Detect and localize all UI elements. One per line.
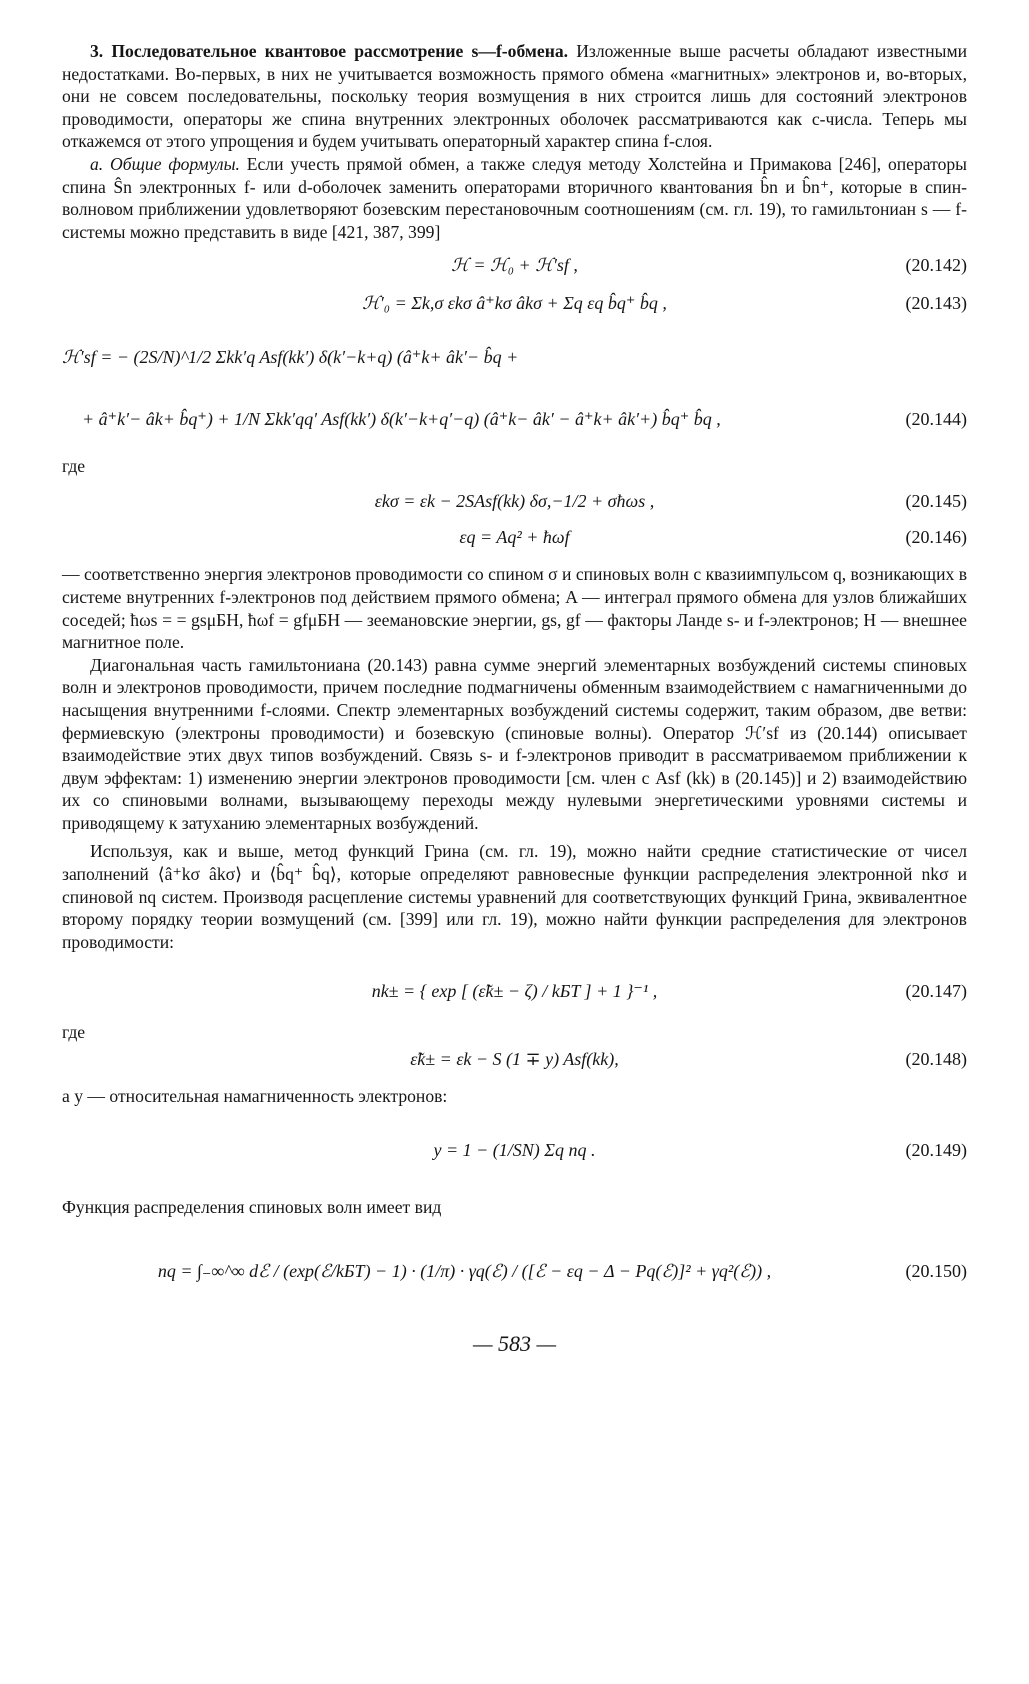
equation-number: (20.148) <box>905 1049 967 1070</box>
where-label-1: где <box>62 456 86 477</box>
equation-body: εq = Aq² + ħωf <box>459 527 570 548</box>
equation-number: (20.146) <box>905 527 967 548</box>
paragraph-1-text: Изложенные выше расчеты обладают известными недостатками. Во-первых, в них не учитывается возможность прямого обмена «магнитных» электронов и, во-вторых, они не совсем последовательны, поскольку теория возмущения в них строится лишь для состояний электронов проводимости, операторы же спина внутренних электронных оболочек рассматриваются как с-числа. Теперь мы откажемся от этого упрощения и будем учитывать операторный характер спина f-слоя. <box>62 41 967 152</box>
equation-body: ℋ = ℋ₀ + ℋ′sf , <box>451 255 578 276</box>
equation-number: (20.147) <box>905 981 967 1002</box>
equation-body: εkσ = εk − 2SAsf(kk) δσ,−1/2 + σħωs , <box>374 491 655 512</box>
paragraph-1 <box>62 40 967 153</box>
equation-20-146 <box>62 525 967 549</box>
equation-20-142 <box>62 253 967 277</box>
equation-number: (20.150) <box>905 1260 967 1281</box>
equation-20-145 <box>62 489 967 513</box>
equation-20-148 <box>62 1047 967 1071</box>
equation-20-144-line-1 <box>62 345 967 369</box>
paragraph-6: а y — относительная намагниченность электронов: <box>62 1086 448 1107</box>
section-heading: 3. Последовательное квантовое рассмотрение s—f-обмена. <box>90 41 569 61</box>
equation-body: ℋ′₀ = Σk,σ εkσ â⁺kσ âkσ + Σq εq b̂q⁺ b̂q , <box>362 293 667 314</box>
paragraph-2 <box>62 153 967 243</box>
equation-body: ℋ′sf = − (2S/N)^1/2 Σkk′q Asf(kk′) δ(k′−k+q) (â⁺k+ âk′− b̂q + <box>62 347 519 368</box>
equation-body: ε̃k± = εk − S (1 ∓ y) Asf(kk), <box>410 1049 619 1070</box>
equation-20-150 <box>62 1259 967 1283</box>
equation-20-149 <box>62 1138 967 1162</box>
paragraph-4: Диагональная часть гамильтониана (20.143) равна сумме энергий элементарных возбуждений системы спиновых волн и электронов проводимости, причем последние подмагничены обменным взаимодействием с намагниченными до насыщения внутренними f-слоями. Спектр элементарных возбуждений системы содержит, таким образом, две ветви: фермиевскую (электроны проводимости) и бозевскую (спиновые волны). Оператор ℋ′sf из (20.144) описывает взаимодействие этих двух типов возбуждений. Связь s- и f-электронов приводит в рассматриваемом приближении к двум эффектам: 1) изменению энергии электронов проводимости [см. член с Asf (kk) в (20.145)] и 2) взаимодействию их со спиновыми волнами, вызывающему переходы между нулевыми энергетическими уровнями системы и приводящему к затуханию элементарных возбуждений. <box>62 654 967 833</box>
subsection-heading: а. Общие формулы. <box>90 153 240 174</box>
paragraph-2-text: Если учесть прямой обмен, а также следуя методу Холстейна и Примакова [246], операторы спина Ŝn электронных f- или d-оболочек заменить операторами вторичного квантования b̂n и b̂n⁺, которые в спин-волновом приближении удовлетворяют бозевским перестановочным соотношениям (см. гл. 19), то гамильтониан s — f-системы можно представить в виде [421, 387, 399] <box>62 153 967 242</box>
equation-number: (20.142) <box>905 255 967 276</box>
paragraph-3: — соответственно энергия электронов проводимости со спином σ и спиновых волн с квазиимпульсом q, возникающих в системе внутренних f-электронов под действием прямого обмена; A — интеграл прямого обмена для узлов ближайших соседей; ħωs = = gsμБH, ħωf = gfμБH — зеемановские энергии, gs, gf — факторы Ланде s- и f-электронов; H — внешнее магнитное поле. <box>62 564 968 653</box>
paragraph-5: Используя, как и выше, метод функций Грина (см. гл. 19), можно найти средние статистические от чисел заполнений ⟨â⁺kσ âkσ⟩ и ⟨b̂q⁺ b̂q⟩, которые определяют равновесные функции распределения электронной nkσ и спиновой nq систем. Производя расцепление системы уравнений для соответствующих функций Грина, эквивалентное второму порядку теории возмущений (см. [399] или гл. 19), можно найти функции распределения для электронов проводимости: <box>62 841 967 952</box>
equation-20-144-line-2 <box>62 407 967 431</box>
equation-body: y = 1 − (1/SN) Σq nq . <box>433 1140 596 1161</box>
equation-body: nq = ∫₋∞^∞ dℰ / (exp(ℰ/kБT) − 1) · (1/π) · γq(ℰ) / ([ℰ − εq − Δ − Pq(ℰ)]² + γq²(ℰ)) , <box>157 1260 772 1281</box>
equation-20-143 <box>62 291 967 315</box>
where-label-2: где <box>62 1022 86 1043</box>
page-number: — 583 — <box>472 1330 557 1356</box>
paragraph-7: Функция распределения спиновых волн имеет вид <box>62 1197 442 1218</box>
equation-number: (20.145) <box>905 491 967 512</box>
page-content <box>62 40 967 1357</box>
equation-20-147 <box>62 979 967 1003</box>
equation-number: (20.144) <box>905 409 967 430</box>
equation-body: + â⁺k′− âk+ b̂q⁺) + 1/N Σkk′qq′ Asf(kk′) δ(k′−k+q′−q) (â⁺k− âk′ − â⁺k+ âk′+) b̂q⁺ b̂q , <box>82 409 721 430</box>
equation-number: (20.143) <box>905 293 967 314</box>
equation-body: nk± = { exp [ (ε̃k± − ζ) / kБT ] + 1 }⁻¹ , <box>371 981 658 1002</box>
equation-number: (20.149) <box>905 1140 967 1161</box>
